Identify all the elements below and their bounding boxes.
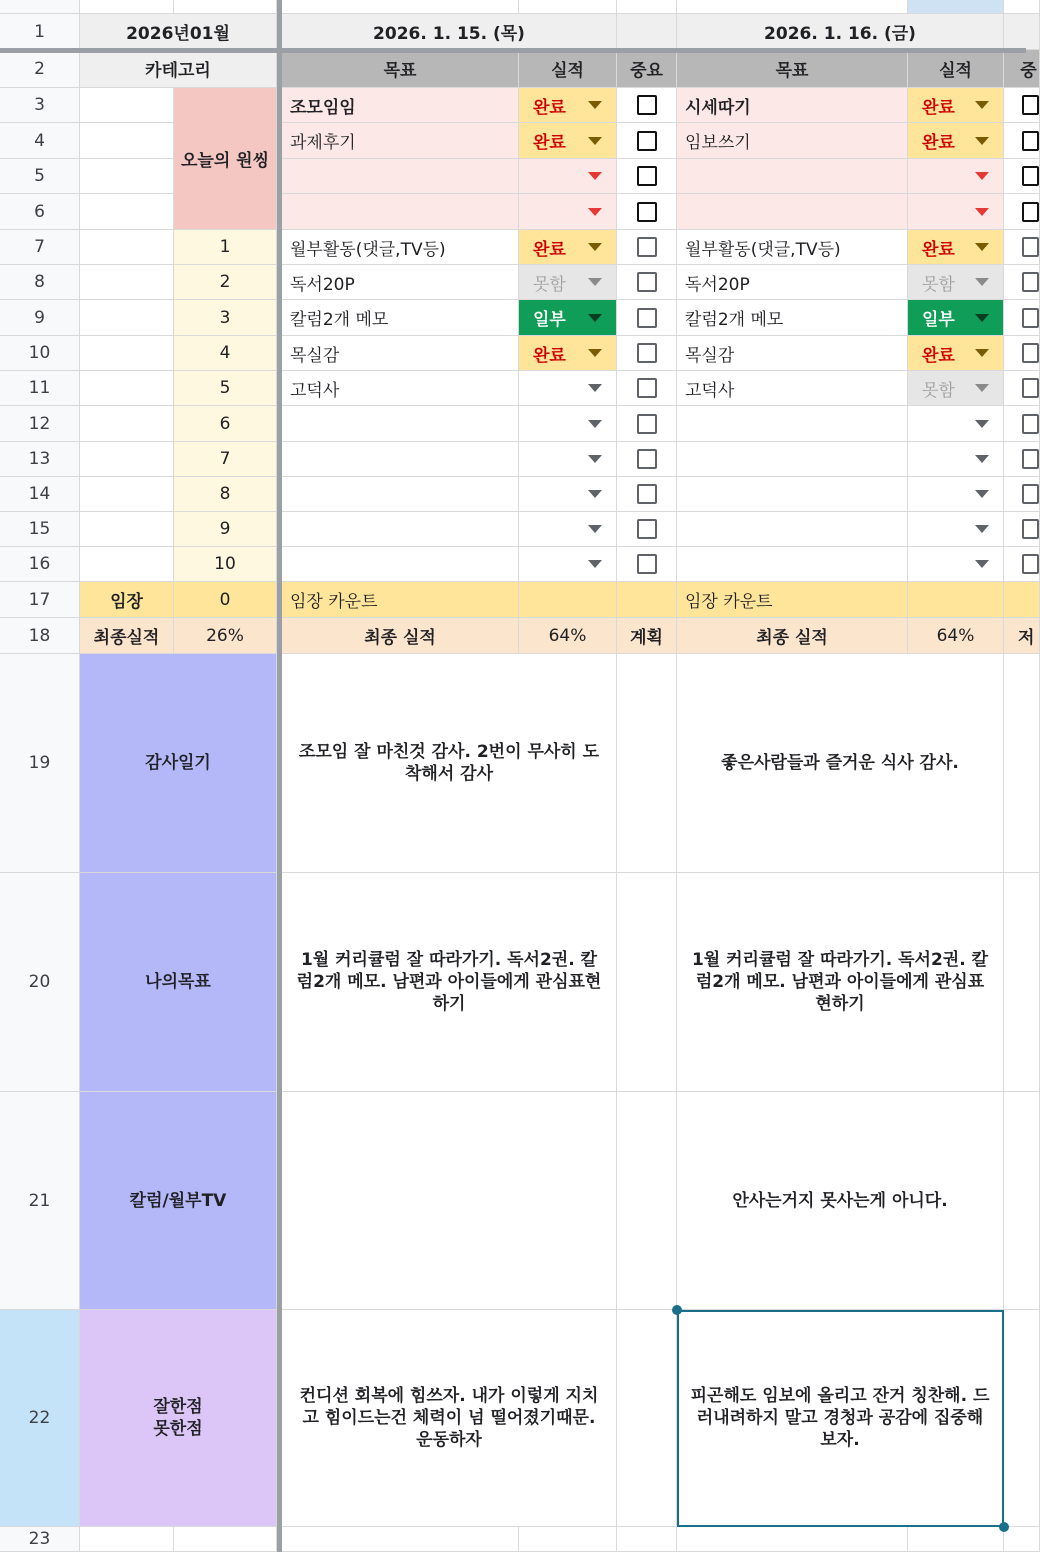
cell[interactable]: [677, 1527, 908, 1552]
row-header[interactable]: 16: [0, 547, 80, 582]
goal-number[interactable]: 7: [174, 442, 277, 477]
status-dropdown[interactable]: [519, 230, 617, 265]
cell[interactable]: [908, 582, 1004, 618]
result-column-header[interactable]: 실적: [519, 50, 617, 88]
checkbox[interactable]: [637, 166, 657, 186]
status-value: 못함: [922, 274, 955, 295]
row-header[interactable]: 17: [0, 582, 80, 618]
cell[interactable]: [80, 300, 174, 336]
row-header[interactable]: 5: [0, 159, 80, 194]
important-checkbox-cell[interactable]: [1004, 230, 1040, 265]
status-dropdown[interactable]: [908, 336, 1004, 371]
checkbox[interactable]: [637, 95, 657, 115]
row-header[interactable]: 9: [0, 300, 80, 336]
row-header[interactable]: 8: [0, 265, 80, 300]
dropdown-arrow-icon[interactable]: [975, 243, 989, 251]
journal-label[interactable]: 잘한점 못한점: [80, 1310, 277, 1527]
cell[interactable]: [80, 371, 174, 406]
important-checkbox-cell[interactable]: [617, 406, 677, 442]
goal-number[interactable]: 3: [174, 300, 277, 336]
goal-cell-day1[interactable]: [282, 159, 519, 194]
dropdown-arrow-icon[interactable]: [975, 278, 989, 286]
goal-column-header[interactable]: 목표: [282, 50, 519, 88]
goal-cell-day2[interactable]: [677, 547, 908, 582]
goal-cell-day1[interactable]: 독서20P: [282, 265, 519, 300]
status-dropdown[interactable]: [519, 547, 617, 582]
imjang-label[interactable]: 임장: [80, 582, 174, 618]
checkbox[interactable]: [1022, 343, 1039, 363]
cell[interactable]: [80, 547, 174, 582]
goal-cell-day1[interactable]: [282, 477, 519, 512]
frozen-row-divider[interactable]: [0, 48, 1026, 53]
status-value: 완료: [533, 97, 566, 118]
dropdown-arrow-icon[interactable]: [975, 560, 989, 568]
important-checkbox-cell[interactable]: [617, 442, 677, 477]
status-dropdown[interactable]: [519, 336, 617, 371]
cell[interactable]: [174, 1527, 277, 1552]
cell[interactable]: [80, 265, 174, 300]
important-checkbox-cell[interactable]: [1004, 371, 1040, 406]
status-dropdown[interactable]: [519, 265, 617, 300]
status-value: 완료: [922, 239, 955, 260]
cell[interactable]: [282, 1527, 519, 1552]
checkbox[interactable]: [1022, 449, 1039, 469]
cell[interactable]: [617, 1310, 677, 1527]
journal-label[interactable]: 감사일기: [80, 654, 277, 873]
dropdown-arrow-icon[interactable]: [588, 208, 602, 216]
cell[interactable]: [80, 88, 174, 123]
goal-cell-day2[interactable]: 목실감: [677, 336, 908, 371]
journal-entry-day2[interactable]: 안사는거지 못사는게 아니다.: [677, 1092, 1004, 1310]
dropdown-arrow-icon[interactable]: [588, 101, 602, 109]
goal-cell-day2[interactable]: [677, 406, 908, 442]
important-column-header[interactable]: 중: [1004, 50, 1040, 88]
important-checkbox-cell[interactable]: [617, 194, 677, 230]
important-column-header[interactable]: 중요: [617, 50, 677, 88]
selected-cell-outline: [677, 1310, 1004, 1527]
checkbox[interactable]: [637, 237, 657, 257]
cell[interactable]: [1004, 14, 1040, 50]
cell[interactable]: [617, 873, 677, 1092]
goal-number[interactable]: 9: [174, 512, 277, 547]
status-dropdown[interactable]: [519, 194, 617, 230]
dropdown-arrow-icon[interactable]: [588, 384, 602, 392]
journal-entry-day2[interactable]: 피곤해도 임보에 올리고 잔거 칭찬해. 드러내려하지 말고 경청과 공감에 집중해보자.: [677, 1310, 1004, 1527]
cell[interactable]: [1004, 1527, 1040, 1552]
goal-cell-day2[interactable]: [677, 442, 908, 477]
cell[interactable]: [174, 0, 277, 14]
row-header[interactable]: 22: [0, 1310, 80, 1527]
goal-cell-day1[interactable]: 고덕사: [282, 371, 519, 406]
important-checkbox-cell[interactable]: [1004, 194, 1040, 230]
checkbox[interactable]: [637, 378, 657, 398]
goal-number[interactable]: 6: [174, 406, 277, 442]
checkbox[interactable]: [1022, 166, 1039, 186]
goal-number[interactable]: 8: [174, 477, 277, 512]
cell[interactable]: [1004, 1092, 1040, 1310]
important-checkbox-cell[interactable]: [1004, 88, 1040, 123]
cell[interactable]: [617, 1092, 677, 1310]
status-dropdown[interactable]: [908, 512, 1004, 547]
month-title[interactable]: 2026년01월: [80, 14, 277, 50]
checkbox[interactable]: [1022, 519, 1039, 539]
important-checkbox-cell[interactable]: [1004, 406, 1040, 442]
cell[interactable]: [677, 0, 908, 14]
status-dropdown[interactable]: [519, 159, 617, 194]
dropdown-arrow-icon[interactable]: [588, 172, 602, 180]
checkbox[interactable]: [637, 449, 657, 469]
status-value: 완료: [922, 97, 955, 118]
final-result-label[interactable]: 최종실적: [80, 618, 174, 654]
goal-number[interactable]: 2: [174, 265, 277, 300]
goal-cell-day1[interactable]: 목실감: [282, 336, 519, 371]
row-header[interactable]: 2: [0, 50, 80, 88]
goal-cell-day2[interactable]: 시세따기: [677, 88, 908, 123]
goal-cell-day1[interactable]: [282, 547, 519, 582]
row-header[interactable]: 15: [0, 512, 80, 547]
status-dropdown[interactable]: [908, 265, 1004, 300]
category-header[interactable]: 카테고리: [80, 50, 277, 88]
row-header[interactable]: 20: [0, 873, 80, 1092]
status-dropdown[interactable]: [519, 512, 617, 547]
goal-cell-day2[interactable]: 독서20P: [677, 265, 908, 300]
date-header-1[interactable]: 2026. 1. 15. (목): [282, 14, 617, 50]
checkbox[interactable]: [637, 308, 657, 328]
goal-cell-day2[interactable]: 월부활동(댓글,TV등): [677, 230, 908, 265]
important-checkbox-cell[interactable]: [1004, 336, 1040, 371]
checkbox[interactable]: [1022, 131, 1039, 151]
status-value: 완료: [922, 133, 955, 153]
checkbox[interactable]: [1022, 237, 1039, 257]
status-value: 완료: [533, 239, 566, 260]
journal-entry-day1[interactable]: [282, 1092, 617, 1310]
row-header[interactable]: 3: [0, 88, 80, 123]
status-dropdown[interactable]: [519, 442, 617, 477]
dropdown-arrow-icon[interactable]: [588, 137, 602, 145]
final-result-value-day1[interactable]: 64%: [519, 618, 617, 654]
checkbox[interactable]: [637, 202, 657, 222]
important-checkbox-cell[interactable]: [1004, 265, 1040, 300]
cell[interactable]: [80, 442, 174, 477]
dropdown-arrow-icon[interactable]: [975, 137, 989, 145]
important-checkbox-cell[interactable]: [1004, 123, 1040, 159]
imjang-value[interactable]: 0: [174, 582, 277, 618]
cell[interactable]: [80, 123, 174, 159]
dropdown-arrow-icon[interactable]: [975, 455, 989, 463]
dropdown-arrow-icon[interactable]: [588, 243, 602, 251]
journal-entry-day1[interactable]: 조모임 잘 마친것 감사. 2번이 무사히 도착해서 감사: [282, 654, 617, 873]
status-dropdown[interactable]: [519, 477, 617, 512]
cell[interactable]: [519, 0, 617, 14]
important-checkbox-cell[interactable]: [617, 547, 677, 582]
checkbox[interactable]: [1022, 414, 1039, 434]
status-value: 완료: [533, 345, 566, 366]
status-dropdown[interactable]: [519, 300, 617, 336]
status-dropdown[interactable]: [908, 159, 1004, 194]
dropdown-arrow-icon[interactable]: [588, 490, 602, 498]
dropdown-arrow-icon[interactable]: [588, 420, 602, 428]
journal-label[interactable]: 칼럼/월부TV: [80, 1092, 277, 1310]
goal-number[interactable]: 5: [174, 371, 277, 406]
cell[interactable]: [617, 654, 677, 873]
status-dropdown[interactable]: [908, 406, 1004, 442]
checkbox[interactable]: [1022, 202, 1039, 222]
checkbox[interactable]: [1022, 554, 1039, 574]
cell[interactable]: [1004, 1310, 1040, 1527]
cell[interactable]: [617, 0, 677, 14]
imjang-count-day1[interactable]: 임장 카운트: [282, 582, 519, 618]
frozen-column-divider[interactable]: [277, 0, 282, 1552]
checkbox[interactable]: [637, 131, 657, 151]
dropdown-arrow-icon[interactable]: [975, 384, 989, 392]
cell[interactable]: [908, 1527, 1004, 1552]
status-dropdown[interactable]: [519, 371, 617, 406]
dropdown-arrow-icon[interactable]: [975, 208, 989, 216]
goal-cell-day1[interactable]: 과제후기: [282, 123, 519, 159]
dropdown-arrow-icon[interactable]: [975, 172, 989, 180]
goal-cell-day1[interactable]: [282, 406, 519, 442]
goal-cell-day2[interactable]: 고덕사: [677, 371, 908, 406]
important-checkbox-cell[interactable]: [617, 230, 677, 265]
important-checkbox-cell[interactable]: [617, 477, 677, 512]
cell[interactable]: [617, 14, 677, 50]
status-value: 못함: [533, 274, 566, 295]
dropdown-arrow-icon[interactable]: [975, 101, 989, 109]
goal-column-header[interactable]: 목표: [677, 50, 908, 88]
selection-handle-top-left[interactable]: [672, 1305, 682, 1315]
dropdown-arrow-icon[interactable]: [975, 314, 989, 322]
goal-cell-day1[interactable]: [282, 442, 519, 477]
goal-cell-day1[interactable]: 월부활동(댓글,TV등): [282, 230, 519, 265]
status-dropdown[interactable]: [908, 442, 1004, 477]
checkbox[interactable]: [1022, 95, 1039, 115]
checkbox[interactable]: [637, 272, 657, 292]
goal-number[interactable]: 1: [174, 230, 277, 265]
important-checkbox-cell[interactable]: [617, 123, 677, 159]
goal-cell-day2[interactable]: [677, 159, 908, 194]
status-value: 못함: [922, 380, 955, 401]
cell[interactable]: [617, 582, 677, 618]
row-header[interactable]: 1: [0, 14, 80, 50]
row-header[interactable]: 11: [0, 371, 80, 406]
dropdown-arrow-icon[interactable]: [588, 349, 602, 357]
imjang-count-day2[interactable]: 임장 카운트: [677, 582, 908, 618]
dropdown-arrow-icon[interactable]: [588, 525, 602, 533]
journal-label[interactable]: 나의목표: [80, 873, 277, 1092]
important-checkbox-cell[interactable]: [1004, 477, 1040, 512]
cell[interactable]: [282, 0, 519, 14]
goal-cell-day1[interactable]: 조모임임: [282, 88, 519, 123]
important-checkbox-cell[interactable]: [617, 336, 677, 371]
important-checkbox-cell[interactable]: [1004, 442, 1040, 477]
status-dropdown[interactable]: [908, 88, 1004, 123]
plan-label[interactable]: 계획: [617, 618, 677, 654]
important-checkbox-cell[interactable]: [617, 300, 677, 336]
important-checkbox-cell[interactable]: [617, 265, 677, 300]
goal-cell-day1[interactable]: [282, 194, 519, 230]
cell[interactable]: [80, 1527, 174, 1552]
checkbox[interactable]: [1022, 378, 1039, 398]
cell[interactable]: [80, 512, 174, 547]
journal-entry-day1[interactable]: 1월 커리큘럼 잘 따라가기. 독서2권. 칼럼2개 메모. 남편과 아이들에게 관심표현하기: [282, 873, 617, 1092]
goal-cell-day1[interactable]: [282, 512, 519, 547]
status-value: 일부: [533, 310, 566, 330]
row-header[interactable]: 13: [0, 442, 80, 477]
cell[interactable]: [80, 477, 174, 512]
row-header[interactable]: 19: [0, 654, 80, 873]
checkbox[interactable]: [637, 519, 657, 539]
important-checkbox-cell[interactable]: [1004, 547, 1040, 582]
status-dropdown[interactable]: [908, 371, 1004, 406]
status-dropdown[interactable]: [908, 547, 1004, 582]
final-result-label-day1[interactable]: 최종 실적: [282, 618, 519, 654]
dropdown-arrow-icon[interactable]: [588, 560, 602, 568]
row-header[interactable]: [0, 0, 80, 14]
row-header[interactable]: 23: [0, 1527, 80, 1552]
status-dropdown[interactable]: [908, 123, 1004, 159]
status-dropdown[interactable]: [519, 88, 617, 123]
cell[interactable]: [80, 159, 174, 194]
journal-entry-day2[interactable]: 좋은사람들과 즐거운 식사 감사.: [677, 654, 1004, 873]
final-result-value[interactable]: 26%: [174, 618, 277, 654]
dropdown-arrow-icon[interactable]: [588, 314, 602, 322]
goal-number[interactable]: 4: [174, 336, 277, 371]
goal-cell-day2[interactable]: 임보쓰기: [677, 123, 908, 159]
checkbox[interactable]: [637, 554, 657, 574]
row-header[interactable]: 14: [0, 477, 80, 512]
date-header-2[interactable]: 2026. 1. 16. (금): [677, 14, 1004, 50]
row-header[interactable]: 6: [0, 194, 80, 230]
journal-entry-day1[interactable]: 컨디션 회복에 힘쓰자. 내가 이렇게 지치고 힘이드는건 체력이 넘 떨어졌기때문. 운동하자: [282, 1310, 617, 1527]
selection-handle-bottom-right[interactable]: [999, 1522, 1009, 1532]
checkbox[interactable]: [1022, 308, 1039, 328]
status-dropdown[interactable]: [908, 194, 1004, 230]
cell[interactable]: [80, 336, 174, 371]
goal-number[interactable]: 10: [174, 547, 277, 582]
cell[interactable]: 저: [1004, 618, 1040, 654]
status-value: 완료: [922, 345, 955, 366]
status-dropdown[interactable]: [908, 477, 1004, 512]
cell[interactable]: [1004, 582, 1040, 618]
cell[interactable]: [80, 0, 174, 14]
dropdown-arrow-icon[interactable]: [975, 490, 989, 498]
status-value: 완료: [533, 133, 566, 153]
goal-cell-day1[interactable]: 칼럼2개 메모: [282, 300, 519, 336]
important-checkbox-cell[interactable]: [617, 371, 677, 406]
important-checkbox-cell[interactable]: [617, 159, 677, 194]
dropdown-arrow-icon[interactable]: [975, 420, 989, 428]
row-header[interactable]: 18: [0, 618, 80, 654]
important-checkbox-cell[interactable]: [1004, 159, 1040, 194]
row-header[interactable]: 21: [0, 1092, 80, 1310]
one-thing-label[interactable]: 오늘의 원씽: [174, 88, 277, 230]
goal-cell-day2[interactable]: [677, 477, 908, 512]
cell[interactable]: [519, 1527, 617, 1552]
row-header[interactable]: 10: [0, 336, 80, 371]
final-result-label-day2[interactable]: 최종 실적: [677, 618, 908, 654]
dropdown-arrow-icon[interactable]: [588, 455, 602, 463]
checkbox[interactable]: [637, 343, 657, 363]
final-result-value-day2[interactable]: 64%: [908, 618, 1004, 654]
cell[interactable]: [617, 1527, 677, 1552]
cell[interactable]: [80, 230, 174, 265]
goal-cell-day2[interactable]: [677, 512, 908, 547]
goal-cell-day2[interactable]: [677, 194, 908, 230]
checkbox[interactable]: [1022, 484, 1039, 504]
cell[interactable]: [80, 406, 174, 442]
cell[interactable]: [519, 582, 617, 618]
cell[interactable]: [1004, 873, 1040, 1092]
cell[interactable]: [1004, 0, 1040, 14]
checkbox[interactable]: [637, 484, 657, 504]
cell[interactable]: [1004, 654, 1040, 873]
row-header[interactable]: 4: [0, 123, 80, 159]
checkbox[interactable]: [637, 414, 657, 434]
dropdown-arrow-icon[interactable]: [588, 278, 602, 286]
status-value: 일부: [922, 310, 955, 330]
status-dropdown[interactable]: [908, 230, 1004, 265]
important-checkbox-cell[interactable]: [617, 512, 677, 547]
status-dropdown[interactable]: [519, 406, 617, 442]
dropdown-arrow-icon[interactable]: [975, 349, 989, 357]
goal-cell-day2[interactable]: 칼럼2개 메모: [677, 300, 908, 336]
important-checkbox-cell[interactable]: [1004, 512, 1040, 547]
important-checkbox-cell[interactable]: [617, 88, 677, 123]
cell[interactable]: [80, 194, 174, 230]
row-header[interactable]: 12: [0, 406, 80, 442]
journal-entry-day2[interactable]: 1월 커리큘럼 잘 따라가기. 독서2권. 칼럼2개 메모. 남편과 아이들에게 관심표현하기: [677, 873, 1004, 1092]
status-dropdown[interactable]: [519, 123, 617, 159]
status-dropdown[interactable]: [908, 300, 1004, 336]
checkbox[interactable]: [1022, 272, 1039, 292]
cell[interactable]: [908, 0, 1004, 14]
important-checkbox-cell[interactable]: [1004, 300, 1040, 336]
result-column-header[interactable]: 실적: [908, 50, 1004, 88]
row-header[interactable]: 7: [0, 230, 80, 265]
dropdown-arrow-icon[interactable]: [975, 525, 989, 533]
